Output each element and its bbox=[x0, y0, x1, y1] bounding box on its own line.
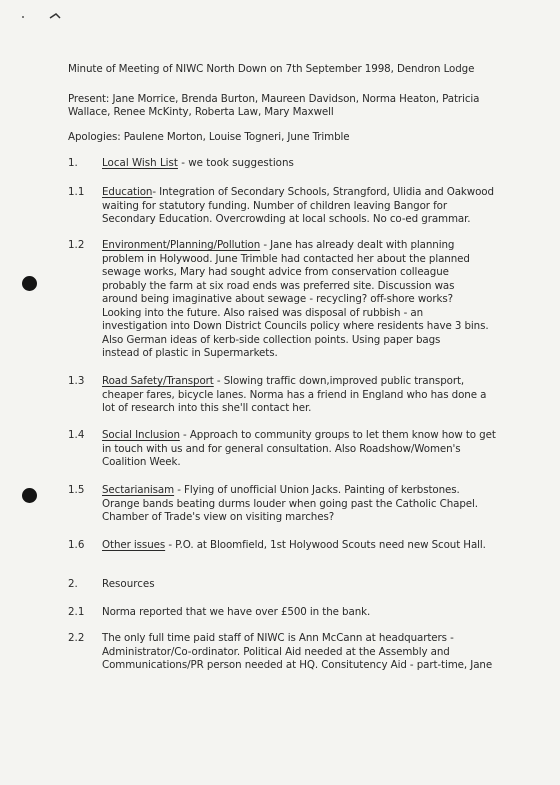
item-1-2-heading: Environment/Planning/Pollution bbox=[102, 239, 261, 251]
minute-title: Minute of Meeting of NIWC North Down on 7th September 1998, Dendron Lodge bbox=[68, 63, 475, 75]
present-line-1: Present: Jane Morrice, Brenda Burton, Maureen Davidson, Norma Heaton, Patricia bbox=[68, 93, 480, 105]
item-1-2-body bbox=[102, 239, 489, 361]
punch-hole-top bbox=[22, 276, 37, 291]
item-1-4-line: Social Inclusion - Approach to community groups to let them know how to get bbox=[102, 429, 496, 441]
item-1-2-line: Looking into the future. Also raised was disposal of rubbish - an bbox=[102, 306, 423, 319]
item-1-4-heading: Social Inclusion bbox=[102, 429, 180, 441]
item-1-4-line: in touch with us and for general consultation. Also Roadshow/Women's bbox=[102, 442, 461, 455]
item-1-1-heading: Education bbox=[102, 186, 153, 198]
item-1-4-line: Coalition Week. bbox=[102, 456, 181, 468]
item-1-2-line: problem in Holywood. June Trimble had contacted her about the planned bbox=[102, 252, 470, 265]
scan-artifact-mark bbox=[20, 12, 62, 20]
item-1-2-line: around being imaginative about sewage - recycling? off-shore works? bbox=[102, 293, 453, 305]
section-1-note: - we took suggestions bbox=[177, 157, 294, 169]
section-1-title: Local Wish List bbox=[102, 157, 178, 169]
apologies-line: Apologies: Paulene Morton, Louise Togneri, June Trimble bbox=[68, 131, 350, 143]
item-1-4-body bbox=[102, 429, 496, 470]
item-2-1-text: Norma reported that we have over £500 in the bank. bbox=[102, 606, 371, 618]
item-1-1-number: 1.1 bbox=[68, 186, 85, 198]
item-1-5-line: Sectarianisam - Flying of unofficial Union Jacks. Painting of kerbstones. bbox=[102, 484, 460, 496]
section-1-number: 1. bbox=[68, 157, 78, 169]
item-1-2-line: sewage works, Mary had sought advice from conservation colleague bbox=[102, 266, 449, 278]
punch-hole-bottom bbox=[22, 488, 37, 503]
item-1-6-heading: Other issues bbox=[102, 539, 166, 551]
item-1-2-number: 1.2 bbox=[68, 239, 85, 251]
item-1-1-line: waiting for statutory funding. Number of children leaving Bangor for bbox=[102, 199, 447, 212]
item-1-3-heading: Road Safety/Transport bbox=[102, 375, 214, 387]
item-1-5-line: Orange bands beating durms louder when going past the Catholic Chapel. bbox=[102, 497, 478, 510]
section-2-heading: Resources bbox=[102, 578, 155, 590]
section-2-number: 2. bbox=[68, 578, 78, 590]
item-1-2-line: probably the farm at six road ends was preferred site. Discussion was bbox=[102, 279, 455, 292]
item-2-1-number: 2.1 bbox=[68, 606, 85, 618]
item-2-2-body bbox=[102, 632, 492, 673]
item-1-2-line: investigation into Down District Councils policy where residents have 3 bins. bbox=[102, 320, 489, 332]
item-1-1-line: Secondary Education. Overcrowding at local schools. No co-ed grammar. bbox=[102, 213, 471, 225]
item-1-1-line: Education- Integration of Secondary Schools, Strangford, Ulidia and Oakwood bbox=[102, 186, 494, 198]
item-1-3-line: Road Safety/Transport - Slowing traffic down,improved public transport, bbox=[102, 375, 465, 387]
item-1-6-body bbox=[102, 539, 486, 553]
item-2-2-line: Administrator/Co-ordinator. Political Aid needed at the Assembly and bbox=[102, 645, 450, 658]
item-1-5-line: Chamber of Trade's view on visiting marches? bbox=[102, 511, 335, 523]
item-1-5-number: 1.5 bbox=[68, 484, 85, 496]
item-1-3-line: lot of research into this she'll contact her. bbox=[102, 402, 312, 414]
item-1-3-body bbox=[102, 375, 486, 416]
item-2-2-line: The only full time paid staff of NIWC is Ann McCann at headquarters - bbox=[102, 632, 454, 644]
item-2-2-number: 2.2 bbox=[68, 632, 85, 644]
item-1-1-body bbox=[102, 186, 494, 227]
item-1-5-body bbox=[102, 484, 478, 525]
item-1-5-heading: Sectarianisam bbox=[102, 484, 175, 496]
item-1-4-number: 1.4 bbox=[68, 429, 85, 441]
item-2-2-line: Communications/PR person needed at HQ. Consitutency Aid - part-time, Jane bbox=[102, 659, 493, 671]
item-1-6-number: 1.6 bbox=[68, 539, 85, 551]
item-1-3-number: 1.3 bbox=[68, 375, 85, 387]
item-1-2-line: instead of plastic in Supermarkets. bbox=[102, 347, 278, 359]
present-line-2: Wallace, Renee McKinty, Roberta Law, Mary Maxwell bbox=[68, 106, 334, 118]
item-1-2-line: Also German ideas of kerb-side collection points. Using paper bags bbox=[102, 333, 441, 346]
item-1-3-line: cheaper fares, bicycle lanes. Norma has a friend in England who has done a bbox=[102, 388, 487, 401]
item-1-2-line: Environment/Planning/Pollution - Jane has already dealt with planning bbox=[102, 239, 455, 251]
item-1-6-line: Other issues - P.O. at Bloomfield, 1st Holywood Scouts need new Scout Hall. bbox=[102, 539, 486, 551]
section-1-heading bbox=[102, 157, 294, 171]
